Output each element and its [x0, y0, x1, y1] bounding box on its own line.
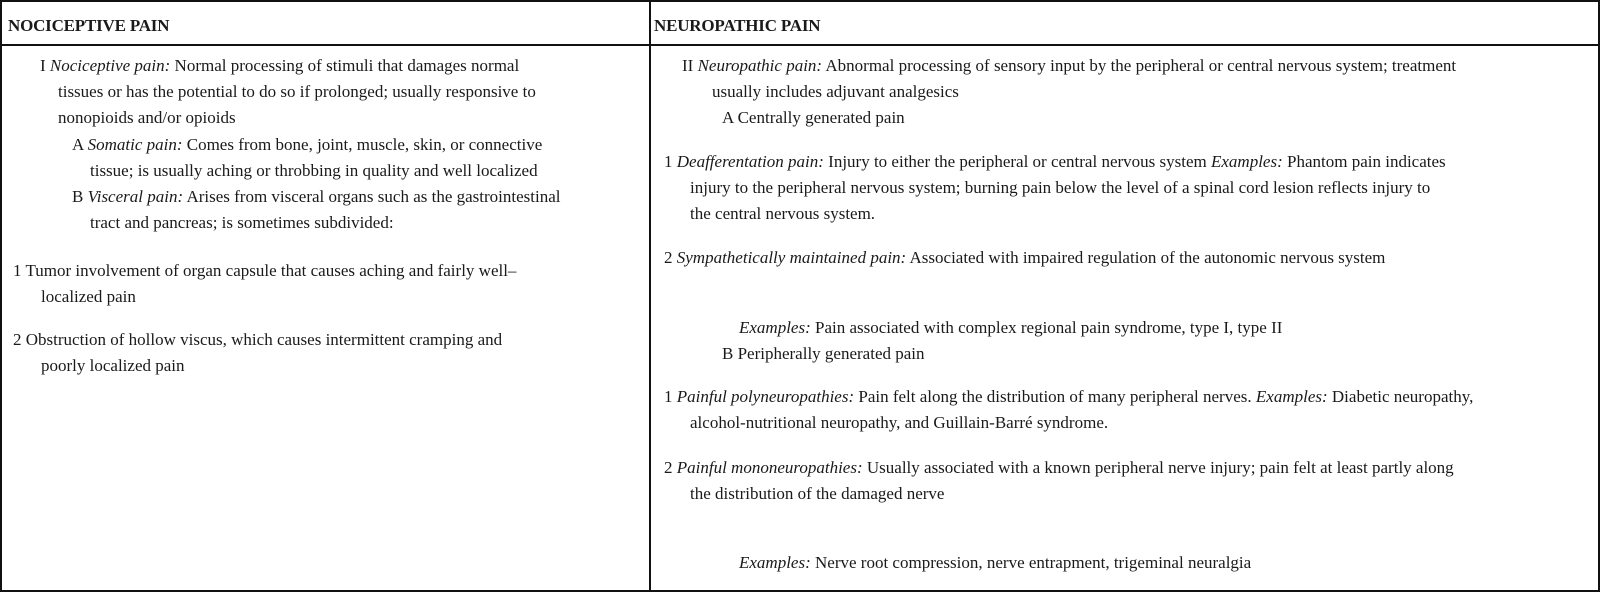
visceral-subtype-1 — [13, 258, 516, 310]
text: tissues or has the potential to do so if prolonged; usually responsive to — [58, 82, 536, 101]
header-nociceptive: NOCICEPTIVE PAIN — [8, 16, 170, 35]
examples-label: Examples: — [739, 553, 811, 572]
term: Painful polyneuropathies: — [676, 387, 855, 406]
text: Phantom pain indicates — [1287, 152, 1446, 171]
text: alcohol-nutritional neuropathy, and Guillain-Barré syndrome. — [690, 413, 1109, 432]
centrally-generated-pain — [722, 105, 905, 131]
text: Injury to either the peripheral or central nervous system — [828, 152, 1207, 171]
term: Somatic pain: — [87, 135, 183, 154]
text: A Centrally generated pain — [722, 108, 905, 127]
text: Pain associated with complex regional pain syndrome, type I, type II — [815, 318, 1283, 337]
text: the distribution of the damaged nerve — [690, 484, 945, 503]
text: usually includes adjuvant analgesics — [712, 82, 959, 101]
visceral-pain — [72, 184, 561, 236]
text: B Peripherally generated pain — [722, 344, 925, 363]
text: nonopioids and/or opioids — [58, 108, 236, 127]
item-number: 1 — [664, 152, 673, 171]
header-row — [2, 2, 1598, 46]
term: Painful mononeuropathies: — [676, 458, 863, 477]
text: 2 Obstruction of hollow viscus, which causes intermittent cramping and — [13, 330, 503, 349]
examples-label: Examples: — [1255, 387, 1328, 406]
painful-mononeuropathies — [664, 455, 1454, 507]
item-number: 1 — [664, 387, 673, 406]
term: Nociceptive pain: — [49, 56, 171, 75]
text: Nerve root compression, nerve entrapment, trigeminal neuralgia — [815, 553, 1252, 572]
text: tract and pancreas; is sometimes subdivided: — [90, 213, 394, 232]
item-number: A — [72, 135, 84, 154]
column-divider — [649, 2, 651, 590]
painful-polyneuropathies — [664, 384, 1473, 436]
somatic-pain — [72, 132, 542, 184]
item-number: B — [72, 187, 84, 206]
examples-peripheral — [739, 550, 1251, 576]
text: Arises from visceral organs such as the gastrointestinal — [186, 187, 561, 206]
term: Neuropathic pain: — [697, 56, 823, 75]
item-number: 2 — [664, 248, 673, 267]
item-number: II — [682, 56, 694, 75]
text: 1 Tumor involvement of organ capsule that causes aching and fairly well– — [13, 261, 517, 280]
term: Visceral pain: — [87, 187, 184, 206]
header-neuropathic: NEUROPATHIC PAIN — [654, 16, 821, 35]
text: Associated with impaired regulation of the autonomic nervous system — [909, 248, 1386, 267]
term: Sympathetically maintained pain: — [676, 248, 907, 267]
item-number: I — [40, 56, 46, 75]
text: Diabetic neuropathy, — [1331, 387, 1474, 406]
text: localized pain — [41, 287, 136, 306]
text: the central nervous system. — [690, 204, 876, 223]
text: poorly localized pain — [41, 356, 185, 375]
examples-label: Examples: — [1211, 152, 1283, 171]
neuropathic-definition — [682, 53, 1456, 105]
visceral-subtype-2 — [13, 327, 502, 379]
text: Comes from bone, joint, muscle, skin, or connective — [186, 135, 543, 154]
text: tissue; is usually aching or throbbing in quality and well localized — [90, 161, 538, 180]
text: injury to the peripheral nervous system; burning pain below the level of a spinal cord lesion reflects injury to — [690, 178, 1431, 197]
examples-label: Examples: — [739, 318, 811, 337]
term: Deafferentation pain: — [676, 152, 824, 171]
text: Abnormal processing of sensory input by the peripheral or central nervous system; treatment — [825, 56, 1457, 75]
text: Normal processing of stimuli that damages normal — [174, 56, 520, 75]
text: Usually associated with a known peripheral nerve injury; pain felt at least partly along — [866, 458, 1454, 477]
nociceptive-definition — [40, 53, 536, 131]
sympathetically-maintained-pain — [664, 245, 1385, 271]
examples-central — [739, 315, 1282, 341]
item-number: 2 — [664, 458, 673, 477]
deafferentation-pain — [664, 149, 1446, 227]
peripherally-generated-pain — [722, 341, 925, 367]
text: Pain felt along the distribution of many peripheral nerves. — [858, 387, 1252, 406]
